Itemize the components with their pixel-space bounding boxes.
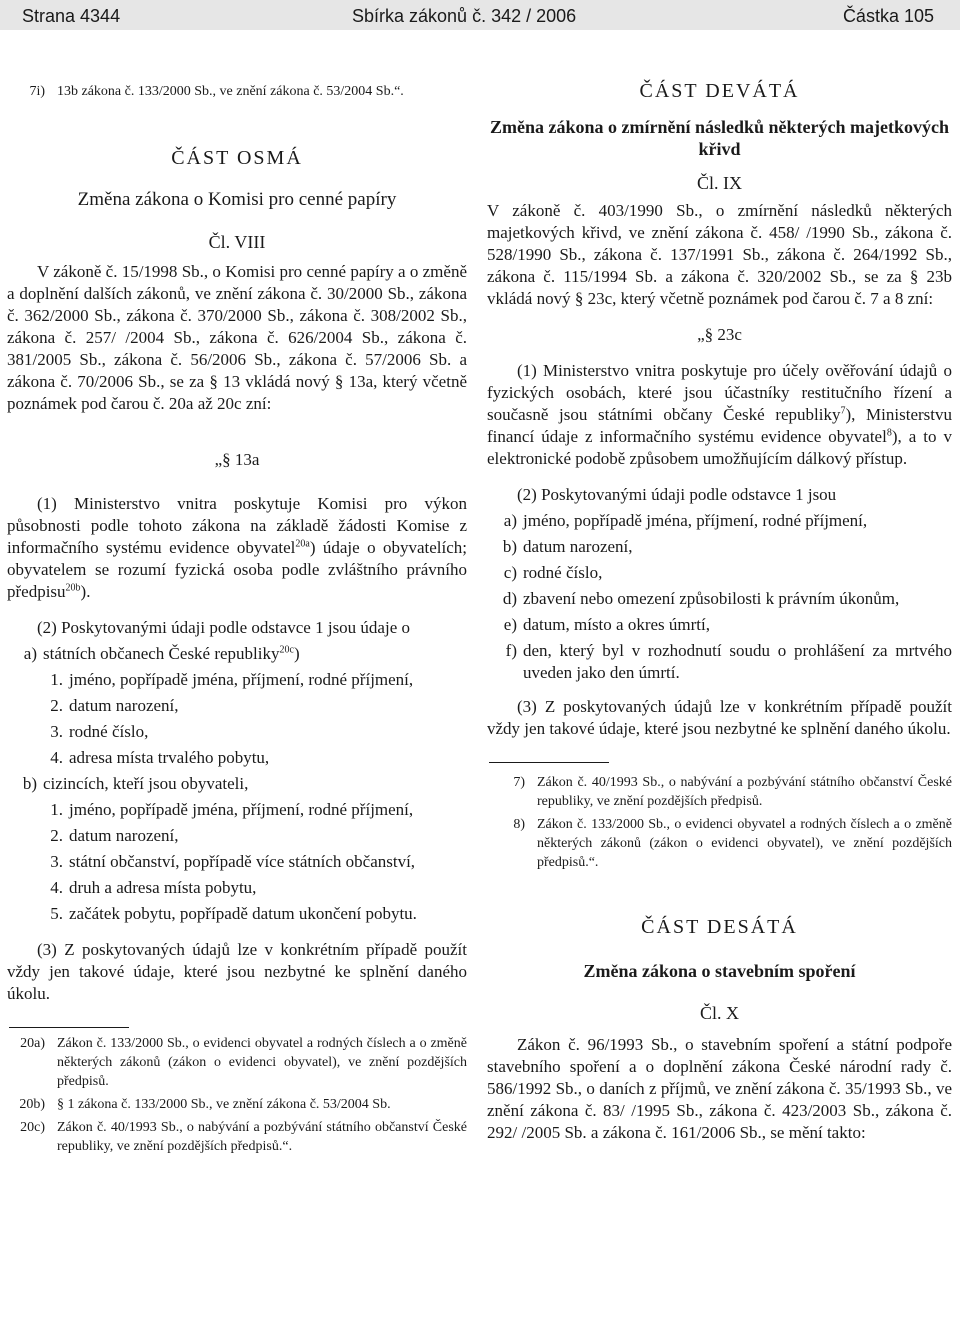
section-title: „§ 13a	[214, 450, 260, 469]
part-title: ČÁST OSMÁ	[171, 147, 303, 169]
section-title: „§ 23c	[697, 325, 742, 344]
footnote-mark: 7)	[513, 775, 525, 790]
top-footnote	[7, 82, 467, 101]
list-marker: 2.	[50, 826, 63, 845]
footnote-mark: 20c)	[20, 1120, 45, 1135]
article-heading: Čl. IX	[697, 173, 742, 193]
list-text: datum narození,	[523, 537, 633, 556]
list-text: jméno, popřípadě jména, příjmení, rodné příjmení,	[69, 670, 414, 689]
list-marker: 3.	[50, 852, 63, 871]
paragraph-1: (1) Ministerstvo vnitra poskytuje pro účely ověřování údajů o fyzických osobách, které jsou účastníky restitučního řízení a současně jsou státními občany České republiky$^7$), Ministerstvu financí údaje z informačního systému evidence obyvatel$^8$), a to v elektronické podobě způsobem umožňujícím dálkový přístup.	[487, 361, 953, 468]
list-item	[487, 536, 952, 558]
list-item	[487, 614, 952, 636]
footnote-text: Zákon č. 133/2000 Sb., o evidenci obyvatel a rodných číslech a o změně některých zákonů (zákon o evidenci obyvatel), ve znění pozdějších předpisů.“.	[537, 817, 952, 870]
footnote-ref: 8	[886, 427, 892, 439]
list-marker: f)	[505, 641, 517, 660]
page-number: Strana 4344	[22, 6, 121, 26]
list-marker: 1.	[50, 670, 63, 689]
list-marker: a)	[503, 511, 517, 530]
list-marker: 1.	[50, 800, 63, 819]
list-text: druh a adresa místa pobytu,	[69, 878, 257, 897]
footnote-text: § 1 zákona č. 133/2000 Sb., ve znění zákona č. 53/2004 Sb.	[57, 1097, 391, 1112]
list-item	[487, 588, 952, 610]
list-text: rodné číslo,	[69, 722, 149, 741]
list-item	[7, 669, 467, 691]
footnote	[7, 1034, 467, 1091]
right-column	[487, 72, 952, 1144]
part10-title: ČÁST DESÁTÁ	[641, 916, 798, 938]
list-item	[7, 695, 467, 717]
footnote-text: Zákon č. 40/1993 Sb., o nabývání a pozbývání státního občanství České republiky, ve znění pozdějších předpisů.	[537, 775, 952, 809]
list-text: jméno, popřípadě jména, příjmení, rodné příjmení,	[523, 511, 868, 530]
footnote-ref: 20a	[295, 538, 310, 550]
list-marker: d)	[502, 589, 517, 608]
footnote-mark: 20a)	[20, 1036, 45, 1051]
list-text: den, který byl v rozhodnutí soudu o prohlášení za mrtvého uveden jako den úmrtí.	[523, 641, 952, 682]
list-item	[487, 510, 952, 532]
list-item	[7, 799, 467, 821]
list-marker: 5.	[50, 904, 63, 923]
footnote-ref: 7	[840, 405, 846, 417]
footnote	[7, 1118, 467, 1156]
list-marker: b)	[502, 537, 517, 556]
list-text: datum narození,	[69, 826, 179, 845]
paragraph-3: (3) Z poskytovaných údajů lze v konkrétním případě použít vždy jen takové údaje, které jsou nezbytné ke splnění daného úkolu.	[7, 940, 467, 1003]
list-item	[7, 903, 467, 925]
list-item	[7, 747, 467, 769]
list-text: rodné číslo,	[523, 563, 603, 582]
part10-subtitle: Změna zákona o stavebním spoření	[583, 961, 856, 981]
footnote-text: Zákon č. 40/1993 Sb., o nabývání a pozbývání státního občanství České republiky, ve znění pozdějších předpisů.“.	[57, 1120, 467, 1154]
footnote-mark: 8)	[513, 817, 525, 832]
list-text: datum narození,	[69, 696, 179, 715]
list-text: datum, místo a okres úmrtí,	[523, 615, 710, 634]
footnote	[7, 1095, 467, 1114]
list-text: jméno, popřípadě jména, příjmení, rodné příjmení,	[69, 800, 414, 819]
list-item: b) cizincích, kteří jsou obyvateli,	[22, 774, 249, 793]
footnote-mark: 20b)	[19, 1097, 45, 1112]
list-item	[487, 640, 952, 684]
list-item: a) státních občanech České republiky$^{20c}$)	[23, 644, 300, 663]
page-header	[0, 0, 960, 30]
footnote-text: Zákon č. 133/2000 Sb., o evidenci obyvatel a rodných číslech a o změně některých zákonů (zákon o evidenci obyvatel), ve znění pozdějších předpisů.	[57, 1036, 467, 1089]
footnote-ref: 20b	[65, 582, 81, 594]
list-marker: 4.	[50, 748, 63, 767]
list-item	[7, 825, 467, 847]
intro10-paragraph: Zákon č. 96/1993 Sb., o stavebním spoření a státní podpoře stavebního spoření a o doplnění zákona České národní rady č. 586/1992 Sb., o daních z příjmů, ve znění zákona č. 35/1993 Sb., ve znění zákona č. 83/ /1995 Sb., zákona č. 423/2003 Sb., zákona č. 292/ /2005 Sb. a zákona č. 161/2006 Sb., se mění takto:	[487, 1035, 952, 1142]
left-column	[7, 72, 467, 1156]
paragraph-2: (2) Poskytovanými údaji podle odstavce 1 jsou	[517, 485, 837, 504]
list-item	[487, 562, 952, 584]
intro-paragraph: V zákoně č. 15/1998 Sb., o Komisi pro cenné papíry a o změně a doplnění dalších zákonů, ve znění zákona č. 30/2000 Sb., zákona č. 362/2000 Sb., zákona č. 370/2000 Sb., zákona č. 308/2002 Sb., zákona č. 257/ /2004 Sb., zákona č. 626/2004 Sb., zákona č. 381/2005 Sb., zákona č. 56/2006 Sb., zákona č. 57/2006 Sb. a zákona č. 70/2006 Sb., se za § 13 vkládá nový § 13a, který včetně poznámek pod čarou č. 20a až 20c zní:	[7, 262, 467, 413]
list-text: zbavení nebo omezení způsobilosti k právním úkonům,	[523, 589, 900, 608]
list-marker: 2.	[50, 696, 63, 715]
footnote	[487, 773, 952, 811]
paragraph-2: (2) Poskytovanými údaji podle odstavce 1 jsou údaje o	[37, 618, 410, 637]
collection-title: Sbírka zákonů č. 342 / 2006	[352, 6, 577, 26]
list-marker: c)	[503, 563, 517, 582]
footnote-mark: 7i)	[29, 84, 45, 99]
list-item	[7, 851, 467, 873]
list-text: začátek pobytu, popřípadě datum ukončení pobytu.	[69, 904, 417, 923]
list-marker: 4.	[50, 878, 63, 897]
issue-number: Částka 105	[842, 6, 934, 26]
intro-paragraph: V zákoně č. 403/1990 Sb., o zmírnění následků některých majetkových křivd, ve znění zákona č. 458/ /1990 Sb., zákona č. 528/1990 Sb., zákona č. 137/1991 Sb., zákona č. 264/1992 Sb., zákona č. 115/1994 Sb. a zákona č. 320/2002 Sb., se za § 23b vkládá nový § 23c, který včetně poznámek pod čarou č. 7 a 8 zní:	[487, 201, 952, 308]
list-item	[7, 877, 467, 899]
list-text: adresa místa trvalého pobytu,	[69, 748, 270, 767]
list-marker: 3.	[50, 722, 63, 741]
article10-heading: Čl. X	[699, 1003, 739, 1023]
list-marker: e)	[503, 615, 517, 634]
part-title: ČÁST DEVÁTÁ	[639, 80, 800, 102]
paragraph-1: (1) Ministerstvo vnitra poskytuje Komisi pro výkon působnosti podle tohoto zákona na základě žádosti Komise z informačního systému evidence obyvatel$^{20a}$) údaje o obyvatelích; obyvatelem se rozumí fyzická osoba podle zvláštního právního předpisu$^{20b}$).	[7, 494, 467, 601]
part-subtitle: Změna zákona o zmírnění následků některých majetkových křivd	[490, 117, 949, 159]
article-heading: Čl. VIII	[208, 232, 266, 252]
footnote-divider	[489, 762, 609, 763]
list-item	[7, 721, 467, 743]
part-subtitle: Změna zákona o Komisi pro cenné papíry	[77, 189, 397, 210]
footnote-divider	[9, 1027, 129, 1028]
footnote	[487, 815, 952, 872]
list-text: státní občanství, popřípadě více státních občanství,	[69, 852, 416, 871]
paragraph-3: (3) Z poskytovaných údajů lze v konkrétním případě použít vždy jen takové údaje, které jsou nezbytné ke splnění daného úkolu.	[487, 697, 952, 738]
footnote-text: 13b zákona č. 133/2000 Sb., ve znění zákona č. 53/2004 Sb.“.	[57, 84, 404, 99]
